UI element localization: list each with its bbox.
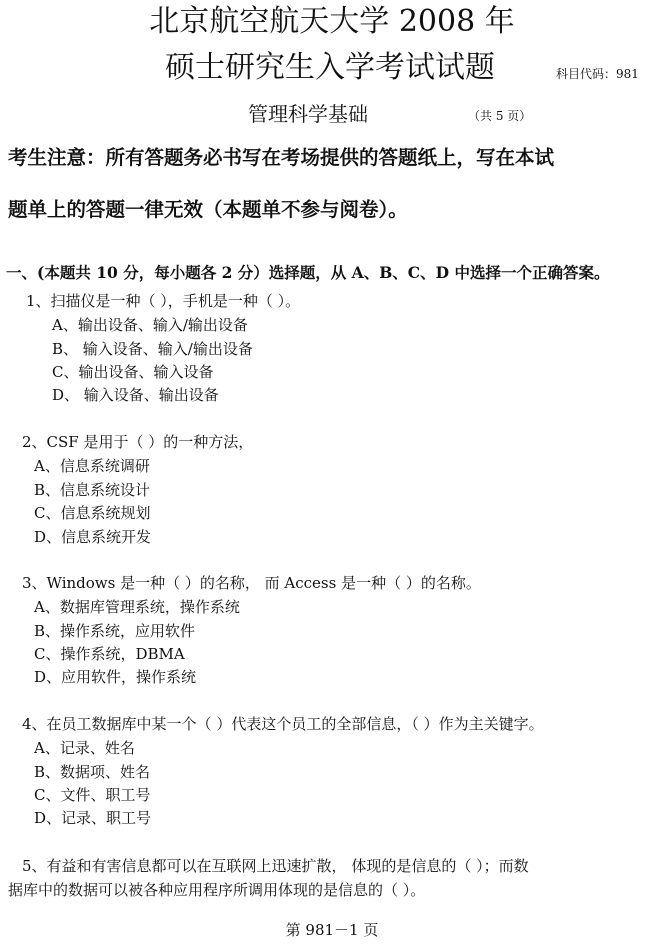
exam-title-line2: 硕士研究生入学考试试题	[165, 50, 495, 85]
subject-code: 科目代码：981	[556, 67, 639, 81]
question-1-option-d: D、 输入设备、输出设备	[52, 386, 219, 404]
question-2-option-b: B、信息系统设计	[34, 481, 151, 499]
question-3-option-d: D、应用软件，操作系统	[34, 668, 197, 686]
exam-title-line1: 北京航空航天大学 2008 年	[149, 4, 515, 39]
question-4-option-b: B、数据项、姓名	[34, 763, 151, 781]
question-4-option-a: A、记录、姓名	[34, 739, 135, 757]
question-1-option-c: C、输出设备、输入设备	[52, 363, 214, 381]
question-3-stem: 3、Windows 是一种（ ）的名称， 而 Access 是一种（ ）的名称。	[22, 574, 481, 592]
question-1-option-b: B、 输入设备、输入/输出设备	[52, 340, 253, 358]
question-1-option-a: A、输出设备、输入/输出设备	[52, 316, 248, 334]
question-3-option-b: B、操作系统，应用软件	[34, 622, 196, 640]
question-5-stem-line1: 5、有益和有害信息都可以在互联网上迅速扩散， 体现的是信息的（ ）；而数	[22, 857, 529, 875]
subject-name: 管理科学基础	[248, 102, 368, 126]
question-5-stem-line2: 据库中的数据可以被各种应用程序所调用体现的是信息的（ ）。	[8, 881, 426, 899]
question-1-stem: 1、扫描仪是一种（ ），手机是一种（ ）。	[26, 292, 301, 310]
question-2-option-d: D、信息系统开发	[34, 528, 152, 546]
page-count: （共 5 页）	[468, 109, 532, 123]
question-2-stem: 2、CSF 是用于（ ）的一种方法，	[22, 433, 254, 451]
question-3-option-a: A、数据库管理系统，操作系统	[34, 598, 240, 616]
question-4-option-d: D、记录、职工号	[34, 809, 152, 827]
question-4-option-c: C、文件、职工号	[34, 786, 151, 804]
question-2-option-c: C、信息系统规划	[34, 504, 151, 522]
page-footer: 第 981－1 页	[285, 921, 379, 939]
notice-line2: 题单上的答题一律无效（本题单不参与阅卷）。	[8, 198, 408, 221]
question-2-option-a: A、信息系统调研	[34, 457, 150, 475]
question-4-stem: 4、在员工数据库中某一个（ ）代表这个员工的全部信息，（ ）作为主关键字。	[22, 715, 544, 733]
section-heading: 一、(本题共 10 分，每小题各 2 分）选择题，从 A、B、C、D 中选择一个正确答案。	[6, 263, 610, 282]
notice-line1: 考生注意：所有答题务必书写在考场提供的答题纸上，写在本试	[8, 146, 555, 169]
question-3-option-c: C、操作系统，DBMA	[34, 645, 185, 663]
